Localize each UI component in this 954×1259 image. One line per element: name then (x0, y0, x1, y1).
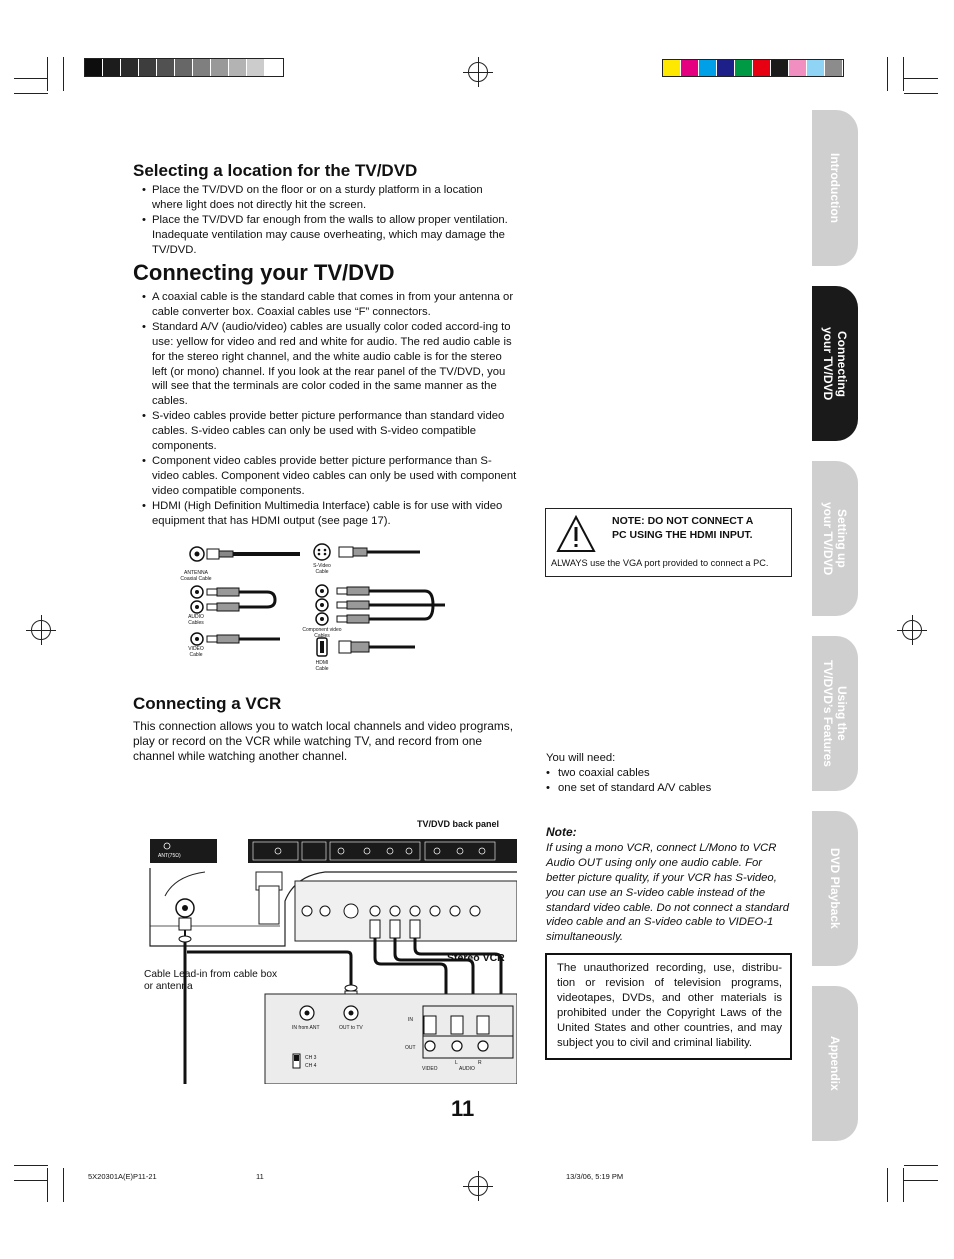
page-number: 11 (451, 1096, 475, 1121)
warning-title (612, 514, 753, 542)
page-title: Connecting your TV/DVD (133, 260, 395, 285)
component-label-line2: Cables (314, 633, 330, 639)
copyright-notice-box (545, 953, 792, 1060)
vcr-in-from-ant-label: IN from ANT (292, 1025, 320, 1031)
tab-setting-up[interactable] (812, 461, 858, 616)
copyright-notice-text: The unauthorized recording, use, distribu-tion or revision of television programs, videotapes, DVDs, and other materials is prohibited under the Copyright Laws of the United States and other countries, and may subject you to civil and criminal liability. (557, 962, 782, 1049)
warning-body (551, 558, 768, 568)
vcr-intro: This connection allows you to watch local channels and video programs, play or record on the VCR while watching TV, and record from one channel while watching another channel. (133, 719, 514, 763)
registration-mark-right (902, 620, 922, 640)
list-item: • HDMI (High Definition Multimedia Interface) cable is for use with video equipment that has HDMI output (see page 17). (134, 499, 517, 529)
gray-swatch (121, 59, 139, 76)
tab-label: Connecting your TV/DVD (821, 326, 849, 401)
warning-title-line2: PC USING THE HDMI INPUT. (612, 529, 753, 541)
color-swatch (699, 60, 717, 76)
vcr-note (546, 825, 792, 945)
connecting-bullet-list (134, 290, 517, 529)
list-item: • Place the TV/DVD far enough from the walls to allow proper ventilation. Inadequate ventilation may cause overheating, which may damage the TV/DVD. (134, 213, 514, 258)
video-cable-icon (191, 633, 280, 645)
vcr-ch4-label: CH 4 (305, 1063, 317, 1069)
requirement-item-text: two coaxial cables (558, 766, 650, 779)
warning-body-lead: ALWAYS (551, 558, 588, 568)
footer-file: 5X20301A(E)P11-21 (88, 1172, 157, 1181)
s-video-label-line1: S-Video (313, 563, 331, 569)
vcr-heading: Connecting a VCR (133, 694, 282, 713)
requirement-item: • one set of standard A/V cables (546, 781, 712, 794)
vcr-ch3-label: CH 3 (305, 1055, 317, 1061)
tab-connecting[interactable] (812, 286, 858, 441)
color-swatch (753, 60, 771, 76)
list-item: • Place the TV/DVD on the floor or on a sturdy platform in a location where light does not directly hit the screen. (134, 183, 514, 213)
tab-dvd-playback[interactable] (812, 811, 858, 966)
footer-date: 13/3/06, 5:19 PM (566, 1172, 624, 1181)
color-swatch (789, 60, 807, 76)
gray-swatch (211, 59, 229, 76)
video-label-line2: Cable (189, 652, 203, 658)
antenna-label-line1: ANTENNA (184, 570, 208, 576)
color-calibration-bar (662, 59, 844, 77)
ant-label: ANT(75Ω) (158, 853, 181, 859)
list-item: • S-video cables provide better picture performance than standard video cables. S-video cables can only be used with S-video compatible components. (134, 409, 517, 454)
gray-swatch (157, 59, 175, 76)
gray-swatch (247, 59, 265, 76)
vcr-requirements (546, 751, 786, 796)
component-label-line1: Component video (302, 627, 342, 633)
cable-types-illustration (175, 540, 455, 675)
color-swatch (735, 60, 753, 76)
hdmi-cable-icon (317, 638, 415, 656)
color-swatch (825, 60, 843, 76)
s-video-cable-icon (314, 544, 420, 560)
warning-icon (556, 515, 596, 553)
component-video-cables-icon (316, 585, 445, 625)
vcr-audio-label: AUDIO (459, 1066, 475, 1072)
hdmi-label (305, 660, 339, 672)
hdmi-pc-warning-box (545, 508, 792, 577)
video-label (180, 646, 212, 658)
gray-swatch (85, 59, 103, 76)
audio-label-line1: AUDIO (188, 614, 204, 620)
registration-mark-bottom (468, 1176, 488, 1196)
tab-appendix[interactable] (812, 986, 858, 1141)
tab-label: Introduction (828, 153, 842, 223)
warning-body-rest: use the VGA port provided to connect a PC. (587, 558, 769, 568)
gray-swatch (103, 59, 121, 76)
audio-cables-icon (191, 586, 275, 613)
requirement-item: • two coaxial cables (546, 766, 650, 779)
stereo-vcr-label: Stereo VCR (447, 952, 505, 964)
tab-label: Using the TV/DVD’s Features (821, 660, 849, 767)
tab-label: DVD Playback (828, 848, 842, 929)
vcr-l-label: L (455, 1060, 458, 1066)
note-title: Note: (546, 825, 577, 839)
cable-leadin-label: Cable Lead-in from cable box or antenna (144, 969, 278, 992)
registration-mark-left (31, 620, 51, 640)
warning-title-line1: NOTE: DO NOT CONNECT A (612, 515, 754, 527)
color-swatch (771, 60, 789, 76)
s-video-label-line2: Cable (315, 569, 329, 575)
audio-label (180, 614, 212, 626)
vcr-video-label: VIDEO (422, 1066, 438, 1072)
color-swatch (663, 60, 681, 76)
video-label-line1: VIDEO (188, 646, 204, 652)
back-panel-label: TV/DVD back panel (417, 819, 500, 829)
vcr-in-label: IN (408, 1017, 413, 1023)
color-swatch (717, 60, 735, 76)
tab-introduction[interactable] (812, 110, 858, 266)
gray-swatch (229, 59, 247, 76)
hdmi-label-line2: Cable (315, 666, 329, 672)
list-item: • Component video cables provide better picture performance than S-video cables. Component video cables can only be used with component video compatible components. (134, 454, 517, 499)
gray-swatch (265, 59, 283, 76)
antenna-label-line2: Coaxial Cable (180, 576, 212, 582)
gray-swatch (193, 59, 211, 76)
vcr-out-to-tv-label: OUT to TV (339, 1025, 363, 1031)
coaxial-cable-icon (190, 547, 300, 561)
vcr-out-label: OUT (405, 1045, 416, 1051)
tab-label: Appendix (828, 1036, 842, 1091)
list-item: • A coaxial cable is the standard cable that comes in from your antenna or cable converter box. Coaxial cables use “F” connectors. (134, 290, 517, 320)
gray-swatch (139, 59, 157, 76)
s-video-label (305, 563, 339, 575)
hdmi-label-line1: HDMI (315, 660, 329, 666)
audio-label-line2: Cables (188, 620, 204, 626)
requirements-title: You will need: (546, 752, 616, 764)
gray-swatch (175, 59, 193, 76)
location-heading: Selecting a location for the TV/DVD (133, 161, 418, 180)
requirement-item-text: one set of standard A/V cables (558, 781, 712, 794)
location-bullet-list (134, 183, 514, 258)
color-swatch (807, 60, 825, 76)
component-label (292, 627, 352, 639)
registration-mark-top (468, 62, 488, 82)
footer-page: 11 (256, 1172, 264, 1181)
grayscale-calibration-bar (84, 58, 284, 77)
vcr-r-label: R (478, 1060, 482, 1066)
list-item: • Standard A/V (audio/video) cables are usually color coded accord-ing to use: yellow for video and red and white for audio. The red audio cable is for the stereo right channel, and the white audio cable is for the stereo left (or mono) channel. If you look at the rear panel of the TV/DVD, you will see that the terminals are color coded in the same manner as the cables. (134, 320, 517, 409)
tab-label: Setting up your TV/DVD (821, 501, 849, 576)
tab-features[interactable] (812, 636, 858, 791)
antenna-label (176, 570, 216, 582)
note-text: If using a mono VCR, connect L/Mono to VCR Audio OUT using only one audio cable. For better picture quality, if your VCR has S-video, you can use an S-video cable instead of the standard video cable. Do not connect a standard video cable and an S-video cable to VIDEO-1 simultaneously. (546, 841, 790, 944)
color-swatch (681, 60, 699, 76)
